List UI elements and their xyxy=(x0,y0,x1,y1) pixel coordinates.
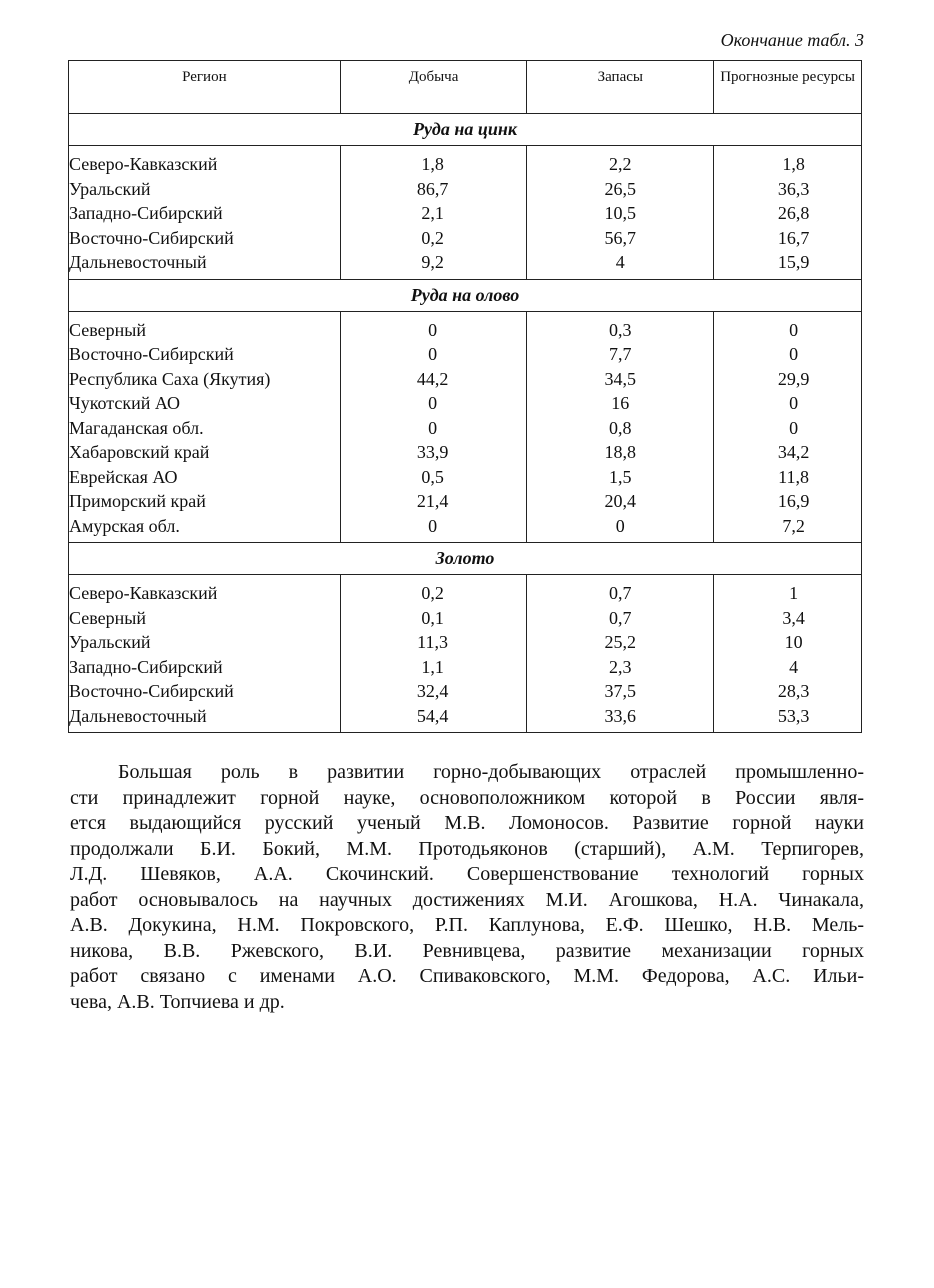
cell-reserves: 34,5 xyxy=(527,367,714,392)
paragraph-line: сти принадлежит горной науке, основоположником которой в России явля- xyxy=(70,786,864,809)
cell-reserves: 0,7 xyxy=(527,606,714,631)
cell-forecast: 1 xyxy=(714,575,862,606)
cell-production: 0,2 xyxy=(340,226,527,251)
cell-reserves: 1,5 xyxy=(527,465,714,490)
section-row xyxy=(69,279,862,311)
cell-region: Дальневосточный xyxy=(69,704,341,733)
cell-forecast: 0 xyxy=(714,416,862,441)
cell-region: Магаданская обл. xyxy=(69,416,341,441)
cell-region: Приморский край xyxy=(69,489,341,514)
cell-production: 54,4 xyxy=(340,704,527,733)
table-row xyxy=(69,630,862,655)
paragraph-line: работ основывалось на научных достижениях М.И. Агошкова, Н.А. Чинакала, xyxy=(70,888,864,911)
cell-reserves: 0,3 xyxy=(527,311,714,342)
cell-reserves: 0,7 xyxy=(527,575,714,606)
cell-production: 44,2 xyxy=(340,367,527,392)
cell-production: 9,2 xyxy=(340,250,527,279)
cell-reserves: 56,7 xyxy=(527,226,714,251)
cell-region: Хабаровский край xyxy=(69,440,341,465)
cell-forecast: 0 xyxy=(714,391,862,416)
cell-forecast: 53,3 xyxy=(714,704,862,733)
body-paragraph xyxy=(70,760,864,1015)
cell-reserves: 0 xyxy=(527,514,714,543)
cell-forecast: 0 xyxy=(714,342,862,367)
section-row xyxy=(69,114,862,146)
paragraph-line: Большая роль в развитии горно-добывающих отраслей промышленно- xyxy=(118,761,864,783)
paragraph-line: никова, В.В. Ржевского, В.И. Ревнивцева, развитие механизации горных xyxy=(70,939,864,962)
cell-region: Уральский xyxy=(69,630,341,655)
cell-reserves: 2,2 xyxy=(527,146,714,177)
cell-reserves: 33,6 xyxy=(527,704,714,733)
cell-reserves: 7,7 xyxy=(527,342,714,367)
cell-region: Дальневосточный xyxy=(69,250,341,279)
cell-reserves: 26,5 xyxy=(527,177,714,202)
table-row xyxy=(69,391,862,416)
cell-reserves: 0,8 xyxy=(527,416,714,441)
table-caption: Окончание табл. 3 xyxy=(720,30,864,50)
cell-production: 1,8 xyxy=(340,146,527,177)
cell-reserves: 4 xyxy=(527,250,714,279)
cell-forecast: 26,8 xyxy=(714,201,862,226)
cell-reserves: 16 xyxy=(527,391,714,416)
cell-forecast: 7,2 xyxy=(714,514,862,543)
table-row xyxy=(69,489,862,514)
paragraph-line: работ связано с именами А.О. Спиваковского, М.М. Федорова, А.С. Ильи- xyxy=(70,965,864,987)
cell-region: Амурская обл. xyxy=(69,514,341,543)
cell-forecast: 0 xyxy=(714,311,862,342)
section-title: Руда на олово xyxy=(69,279,862,311)
cell-region: Западно-Сибирский xyxy=(69,201,341,226)
table-header-row xyxy=(69,61,862,114)
header-forecast-resources: Прогнозные ресурсы xyxy=(714,61,862,114)
cell-forecast: 1,8 xyxy=(714,146,862,177)
section-title: Золото xyxy=(69,543,862,575)
cell-forecast: 4 xyxy=(714,655,862,680)
cell-forecast: 16,9 xyxy=(714,489,862,514)
cell-production: 32,4 xyxy=(340,679,527,704)
cell-production: 86,7 xyxy=(340,177,527,202)
table-row xyxy=(69,342,862,367)
table-row xyxy=(69,655,862,680)
table-row xyxy=(69,367,862,392)
cell-region: Восточно-Сибирский xyxy=(69,342,341,367)
cell-region: Северный xyxy=(69,311,341,342)
section-title: Руда на цинк xyxy=(69,114,862,146)
cell-production: 0,1 xyxy=(340,606,527,631)
cell-production: 0,5 xyxy=(340,465,527,490)
cell-reserves: 10,5 xyxy=(527,201,714,226)
table-row xyxy=(69,250,862,279)
cell-reserves: 25,2 xyxy=(527,630,714,655)
table-body xyxy=(69,114,862,733)
paragraph-line: продолжали Б.И. Бокий, М.М. Протодьяконов (старший), А.М. Терпигорев, xyxy=(70,837,864,860)
cell-production: 0,2 xyxy=(340,575,527,606)
table-row xyxy=(69,679,862,704)
cell-production: 0 xyxy=(340,416,527,441)
header-production: Добыча xyxy=(340,61,527,114)
paragraph-line: ется выдающийся русский ученый М.В. Ломоносов. Развитие горной науки xyxy=(70,812,864,834)
table-row xyxy=(69,311,862,342)
cell-production: 1,1 xyxy=(340,655,527,680)
cell-forecast: 15,9 xyxy=(714,250,862,279)
cell-forecast: 3,4 xyxy=(714,606,862,631)
table-row xyxy=(69,201,862,226)
cell-region: Северо-Кавказский xyxy=(69,146,341,177)
table-row xyxy=(69,465,862,490)
cell-reserves: 20,4 xyxy=(527,489,714,514)
cell-production: 0 xyxy=(340,342,527,367)
cell-region: Северный xyxy=(69,606,341,631)
table-row xyxy=(69,575,862,606)
cell-region: Западно-Сибирский xyxy=(69,655,341,680)
section-row xyxy=(69,543,862,575)
cell-forecast: 28,3 xyxy=(714,679,862,704)
cell-forecast: 10 xyxy=(714,630,862,655)
cell-region: Республика Саха (Якутия) xyxy=(69,367,341,392)
resources-table xyxy=(68,60,862,733)
cell-region: Восточно-Сибирский xyxy=(69,226,341,251)
table-row xyxy=(69,514,862,543)
header-region: Регион xyxy=(69,61,341,114)
paragraph-line: А.В. Докукина, Н.М. Покровского, Р.П. Каплунова, Е.Ф. Шешко, Н.В. Мель- xyxy=(70,914,864,936)
table-row xyxy=(69,226,862,251)
cell-forecast: 16,7 xyxy=(714,226,862,251)
table-row xyxy=(69,704,862,733)
cell-reserves: 2,3 xyxy=(527,655,714,680)
cell-forecast: 11,8 xyxy=(714,465,862,490)
cell-production: 11,3 xyxy=(340,630,527,655)
cell-reserves: 37,5 xyxy=(527,679,714,704)
cell-production: 21,4 xyxy=(340,489,527,514)
cell-region: Восточно-Сибирский xyxy=(69,679,341,704)
table-row xyxy=(69,440,862,465)
cell-region: Чукотский АО xyxy=(69,391,341,416)
cell-production: 0 xyxy=(340,391,527,416)
table-row xyxy=(69,146,862,177)
paragraph-line: чева, А.В. Топчиева и др. xyxy=(70,990,285,1013)
cell-reserves: 18,8 xyxy=(527,440,714,465)
cell-region: Северо-Кавказский xyxy=(69,575,341,606)
paragraph-line: Л.Д. Шевяков, А.А. Скочинский. Совершенствование технологий горных xyxy=(70,863,864,885)
cell-region: Еврейская АО xyxy=(69,465,341,490)
cell-production: 33,9 xyxy=(340,440,527,465)
cell-forecast: 34,2 xyxy=(714,440,862,465)
header-reserves: Запасы xyxy=(527,61,714,114)
cell-production: 0 xyxy=(340,514,527,543)
cell-forecast: 29,9 xyxy=(714,367,862,392)
cell-production: 2,1 xyxy=(340,201,527,226)
table-row xyxy=(69,416,862,441)
table-row xyxy=(69,606,862,631)
cell-forecast: 36,3 xyxy=(714,177,862,202)
cell-region: Уральский xyxy=(69,177,341,202)
cell-production: 0 xyxy=(340,311,527,342)
table-row xyxy=(69,177,862,202)
